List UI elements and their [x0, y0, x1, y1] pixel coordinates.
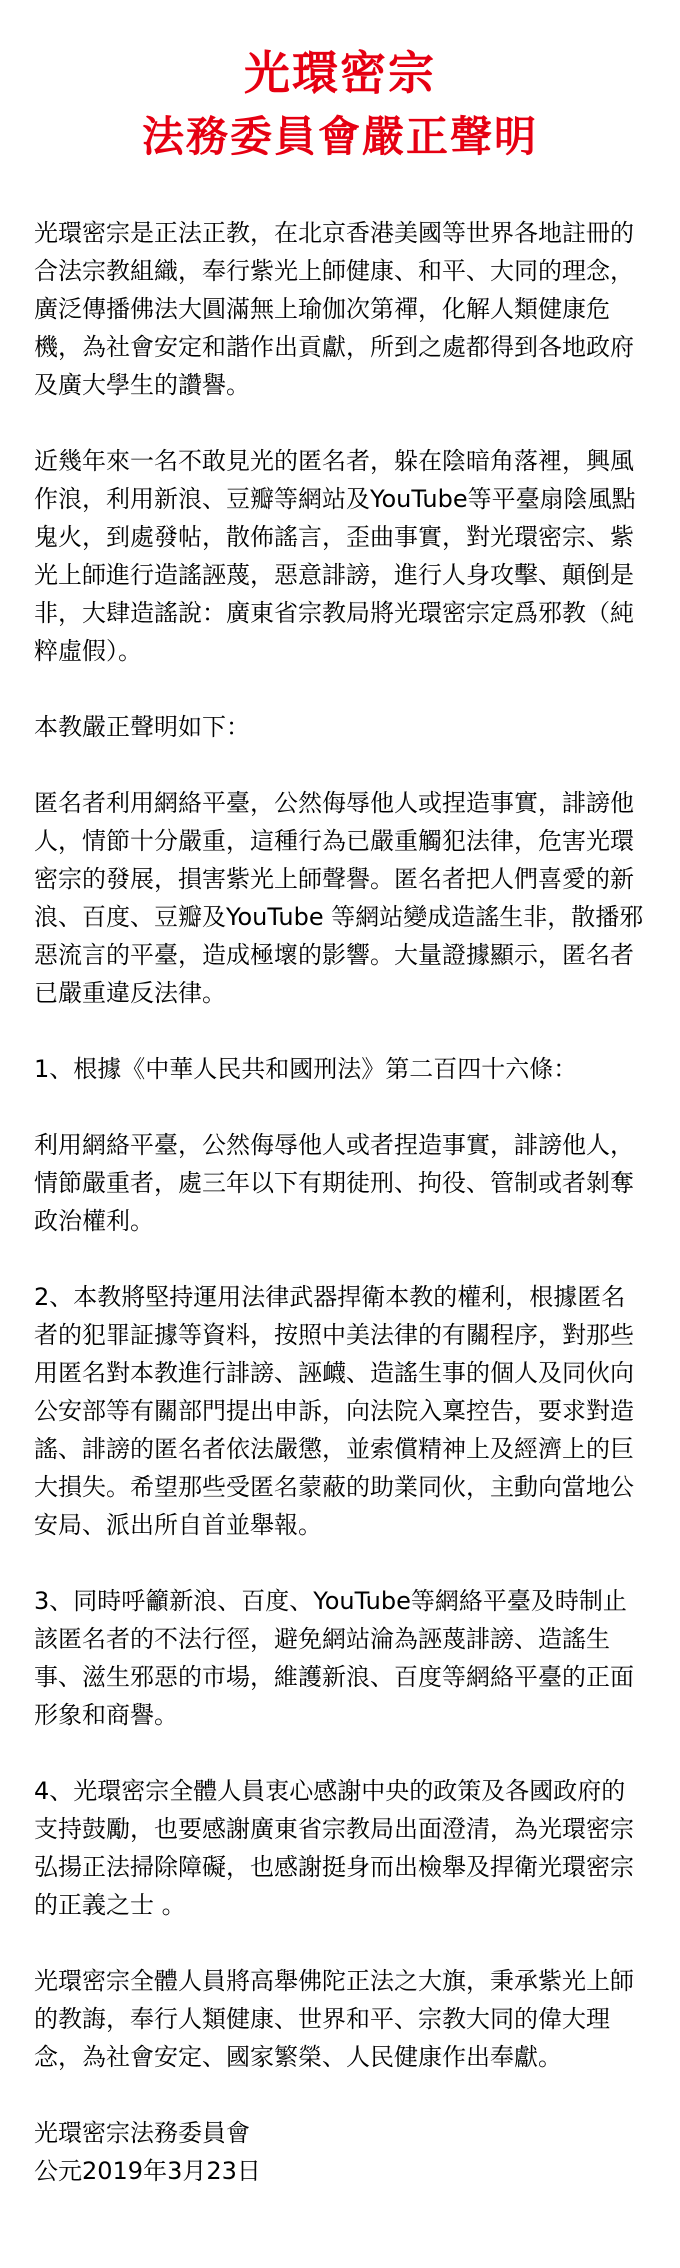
signature-date: 公元2019年3月23日: [34, 2157, 261, 2185]
paragraph-law-quote: 利用網絡平臺，公然侮辱他人或者捏造事實，誹謗他人，情節嚴重者，處三年以下有期徒刑、拘役、管制或者剝奪政治權利。: [34, 1131, 634, 1235]
page-subtitle: 法務委員會嚴正聲明: [141, 112, 538, 161]
paragraph-point-2: 2、本教將堅持運用法律武器捍衛本教的權利，根據匿名者的犯罪証據等資料，按照中美法律的有關程序，對那些用匿名對本教進行誹謗、誣衊、造謠生事的個人及同伙向公安部等有關部門提出申訴，向法院入稟控告，要求對造謠、誹謗的匿名者依法嚴懲，並索償精神上及經濟上的巨大損失。希望那些受匿名蒙蔽的助業同伙，主動向當地公安局、派出所自首並舉報。: [34, 1283, 634, 1539]
signature-block: [34, 2114, 646, 2190]
paragraph-point-3: 3、同時呼籲新浪、百度、YouTube等網絡平臺及時制止該匿名者的不法行徑，避免網站淪為誣蔑誹謗、造謠生事、滋生邪惡的市場，維護新浪、百度等網絡平臺的正面形象和商譽。: [34, 1587, 634, 1729]
paragraph-intro: 光環密宗是正法正教，在北京香港美國等世界各地註冊的合法宗教組織，奉行紫光上師健康、和平、大同的理念，廣泛傳播佛法大圓滿無上瑜伽次第禪，化解人類健康危機，為社會安定和諧作出貢獻，所到之處都得到各地政府及廣大學生的讚譽。: [34, 219, 634, 399]
signature-organization: 光環密宗法務委員會: [34, 2119, 250, 2147]
paragraph-accusation: 近幾年來一名不敢見光的匿名者，躲在陰暗角落裡，興風作浪，利用新浪、豆瓣等網站及YouTube等平臺扇陰風點鬼火，到處發帖，散佈謠言，歪曲事實，對光環密宗、紫光上師進行造謠誣蔑，惡意誹謗，進行人身攻擊、顛倒是非，大肆造謠說：廣東省宗教局將光環密宗定爲邪教（純粹虛假）。: [34, 447, 636, 665]
paragraph-point-1: 1、根據《中華人民共和國刑法》第二百四十六條：: [34, 1055, 578, 1083]
paragraph-point-4: 4、光環密宗全體人員衷心感謝中央的政策及各國政府的支持鼓勵，也要感謝廣東省宗教局出面澄清，為光環密宗弘揚正法掃除障礙，也感謝挺身而出檢舉及捍衛光環密宗的正義之士 。: [34, 1777, 634, 1919]
paragraph-closing: 光環密宗全體人員將高舉佛陀正法之大旗，秉承紫光上師的教誨，奉行人類健康、世界和平、宗教大同的偉大理念，為社會安定、國家繁榮、人民健康作出奉獻。: [34, 1967, 634, 2071]
page-title: 光環密宗: [244, 46, 436, 100]
statement-body: [34, 214, 646, 2190]
paragraph-declaration-heading: 本教嚴正聲明如下：: [34, 713, 250, 741]
paragraph-violation: 匿名者利用網絡平臺，公然侮辱他人或捏造事實，誹謗他人，情節十分嚴重，這種行為已嚴重觸犯法律，危害光環密宗的發展，損害紫光上師聲譽。匿名者把人們喜愛的新浪、百度、豆瓣及YouTube 等網站變成造謠生非，散播邪惡流言的平臺，造成極壞的影響。大量證據顯示，匿名者已嚴重違反法律。: [34, 789, 644, 1007]
